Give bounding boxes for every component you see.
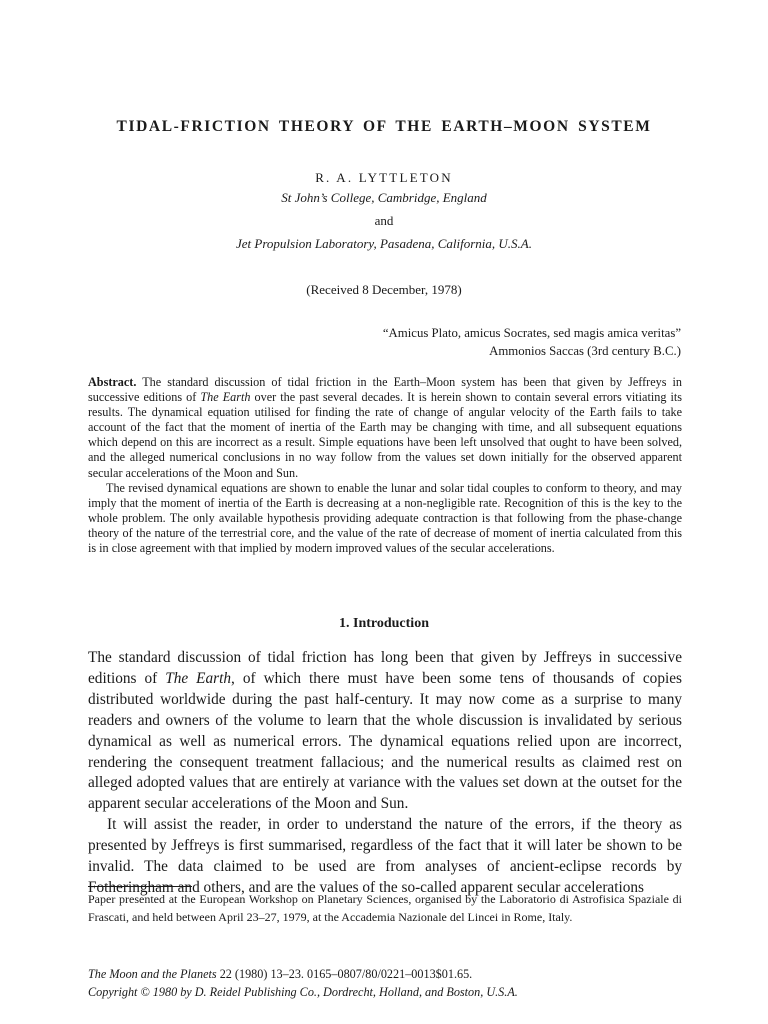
journal-citation-line	[88, 966, 682, 984]
footnote-divider	[88, 886, 192, 887]
abstract-label: Abstract.	[88, 375, 137, 389]
introduction-body	[88, 648, 682, 899]
journal-citation: 22 (1980) 13–23. 0165–0807/80/0221–0013$01.65.	[216, 967, 473, 981]
intro-text-b: , of which there must have been some tens of thousands of copies distributed worldwide during the past half-century. It may now come as a surprise to many readers and owners of the volume to learn that the whole discussion is invalidated by serious dynamical as well as numerical errors. The dynamical equations relied upon are incorrect, rendering the consequent treatment fallacious; and the numerical results as claimed rest on alleged adopted values that are entirely at variance with the values set down at the outset for the apparent secular accelerations of the Moon and Sun.	[88, 669, 682, 813]
intro-text-a: The standard discussion of tidal friction has long been that given by Jeffreys in successive editions of	[88, 649, 682, 687]
abstract-paragraph-1	[88, 375, 682, 481]
abstract	[88, 375, 682, 556]
affiliation-jpl: Jet Propulsion Laboratory, Pasadena, California, U.S.A.	[236, 236, 532, 251]
section-heading-introduction: 1. Introduction	[339, 616, 429, 631]
journal-info	[88, 966, 682, 1001]
author-name: R. A. LYTTLETON	[315, 170, 453, 185]
affiliation-conjunction: and	[374, 213, 394, 228]
abstract-book-title: The Earth	[200, 390, 251, 405]
received-date: (Received 8 December, 1978)	[306, 282, 462, 297]
introduction-paragraph-1	[88, 648, 682, 815]
introduction-paragraph-2: It will assist the reader, in order to understand the nature of the errors, if the theory as presented by Jeffreys is first summarised, regardless of the fact that it will later be shown to be invalid. The data claimed to be used are from analyses of ancient-eclipse records by Fotheringham and others, and are the values of the so-called apparent secular accelerations	[88, 816, 682, 896]
intro-book-title: The Earth	[165, 669, 232, 687]
abstract-text-a: The standard discussion of tidal friction in the Earth–Moon system has been that given by Jeffreys in successive editions of	[88, 375, 682, 405]
copyright-line: Copyright © 1980 by D. Reidel Publishing Co., Dordrecht, Holland, and Boston, U.S.A.	[88, 984, 518, 999]
footnote: Paper presented at the European Workshop on Planetary Sciences, organised by the Laboratorio di Astrofisica Spaziale di Frascati, and held between April 23–27, 1979, at the Accademia Nazionale del Lincei in Rome, Italy.	[88, 892, 682, 924]
epigraph-source: Ammonios Saccas (3rd century B.C.)	[489, 344, 681, 358]
abstract-text-b: over the past several decades. It is herein shown to contain several errors vitiating its results. The dynamical equation utilised for finding the rate of change of angular velocity of the Earth fails to take account of the fact that the moment of inertia of the Earth may be changing with time, and all subsequent equations which depend on this are incorrect as a result. Simple equations have been left unsolved that ought to have been solved, and the alleged numerical conclusions in no way follow from the values set down initially for the observed apparent secular accelerations of the Moon and Sun.	[88, 390, 682, 480]
abstract-paragraph-2: The revised dynamical equations are shown to enable the lunar and solar tidal couples to conform to theory, and may imply that the moment of inertia of the Earth is decreasing at a non-negligible rate. Recognition of this is the key to the whole problem. The only available hypothesis providing adequate contraction is that following from the phase-change theory of the nature of the terrestrial core, and the value of the rate of decrease of moment of inertia calculated from this is in close agreement with that implied by modern improved values of the secular accelerations.	[88, 480, 682, 556]
epigraph-quote: “Amicus Plato, amicus Socrates, sed magis amica veritas”	[382, 326, 681, 340]
affiliation-cambridge: St John’s College, Cambridge, England	[281, 190, 487, 205]
journal-name: The Moon and the Planets	[88, 967, 217, 981]
paper-title: TIDAL-FRICTION THEORY OF THE EARTH–MOON SYSTEM	[116, 118, 652, 135]
epigraph	[300, 324, 681, 360]
